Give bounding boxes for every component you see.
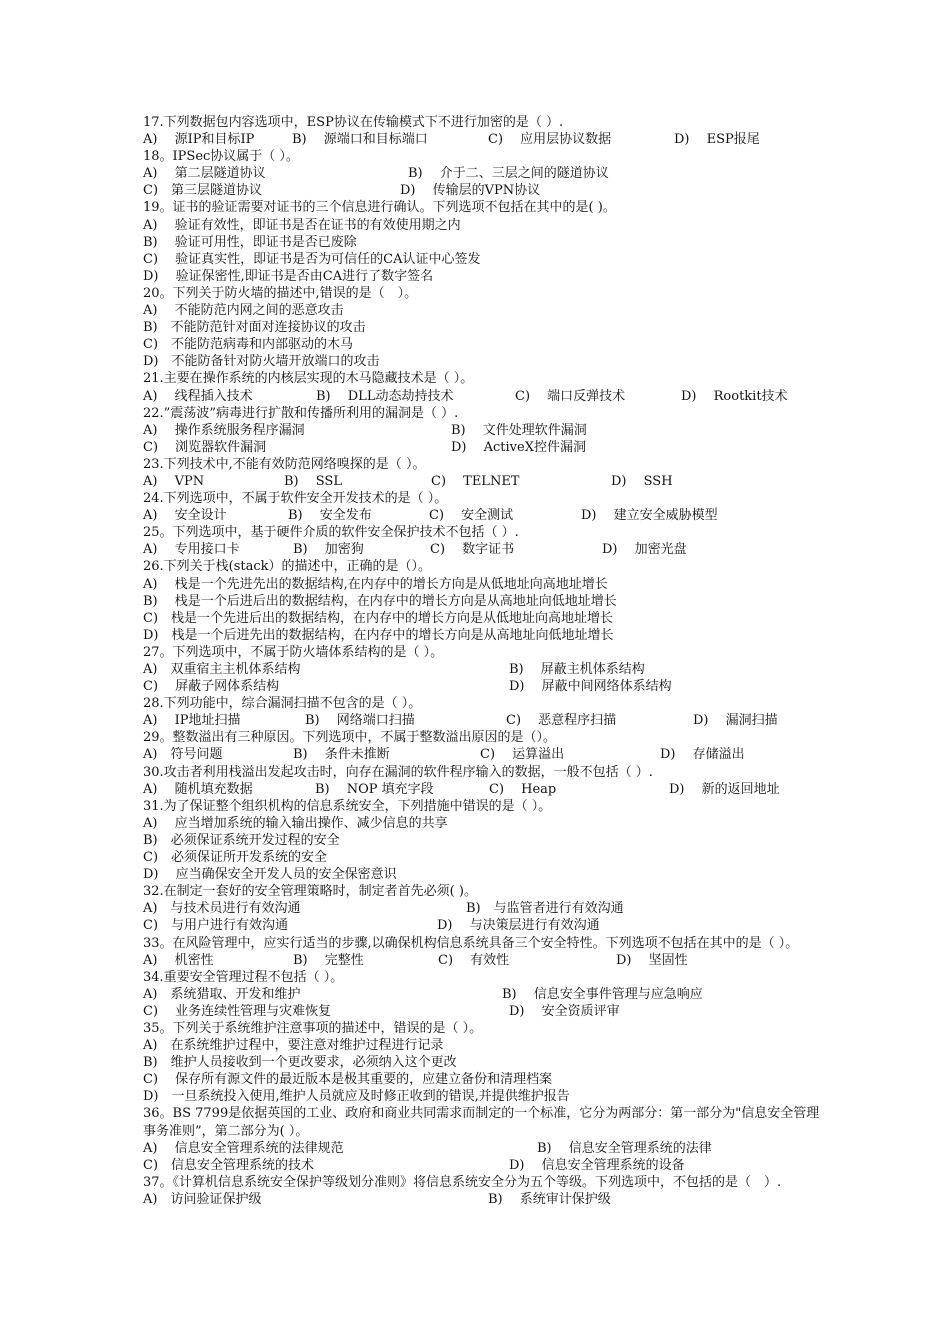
- option-b: B) 加密狗: [293, 542, 364, 558]
- option-b: B) 条件未推断: [293, 747, 390, 763]
- option-c: C) 信息安全管理系统的技术: [143, 1157, 315, 1173]
- option-row: [143, 900, 823, 917]
- option-row: [143, 712, 823, 729]
- option-b: B) 介于二、三层之间的隧道协议: [408, 166, 609, 182]
- option-d: D) 传输层的VPN协议: [400, 183, 541, 199]
- question-stem: 29。整数溢出有三种原因。下列选项中，不属于整数溢出原因的是（）。: [143, 730, 557, 746]
- option-d: D) 加密光盘: [602, 542, 687, 558]
- question-stem: 30.攻击者利用栈溢出发起攻击时，向存在漏洞的软件程序输入的数据，一般不包括（ ）.: [143, 764, 653, 780]
- option-c: C) 第三层隧道协议: [143, 183, 263, 199]
- option-d: D) ActiveX控件漏洞: [451, 439, 586, 455]
- question-stem: 19。证书的验证需要对证书的三个信息进行确认。下列选项不包括在其中的是( )。: [143, 200, 616, 216]
- option-d: D) 存储溢出: [660, 747, 745, 763]
- question-stem: 36。BS 7799是依据英国的工业、政府和商业共同需求而制定的一个标准，它分为两部分：第一部分为"信息安全管理事务准则”，第二部分为( ）。: [143, 1106, 820, 1139]
- option-b: B) SSL: [284, 473, 342, 489]
- option-a: A) 安全设计: [143, 508, 227, 524]
- option-d: D) 栈是一个后进先出的数据结构，在内存中的增长方向是从高地址向低地址增长: [143, 627, 614, 643]
- option-b: B) NOP 填充字段: [315, 781, 434, 797]
- option-row: [143, 388, 823, 405]
- option-b: B) 信息安全事件管理与应急响应: [502, 986, 703, 1002]
- question-stem: 23.下列技术中,不能有效防范网络嗅探的是（ ）。: [143, 456, 426, 472]
- option-c: C) Heap: [489, 781, 557, 797]
- option-c: C) 数字证书: [430, 542, 515, 558]
- question-stem: 20。下列关于防火墙的描述中,错误的是（ ）。: [143, 285, 418, 301]
- option-a: A) 第二层隧道协议: [143, 166, 266, 182]
- question-stem: 22.”震荡波”病毒进行扩散和传播所利用的漏洞是（ ）.: [143, 405, 459, 421]
- option-a: A) 双重宿主主机体系结构: [143, 662, 301, 677]
- option-row: [143, 439, 823, 456]
- option-row: [143, 541, 823, 558]
- option-b: B) 不能防范针对面对连接协议的攻击: [143, 320, 366, 336]
- option-row: [143, 986, 823, 1003]
- option-d: D) 安全资质评审: [509, 1003, 620, 1019]
- option-c: C) 业务连续性管理与灾难恢复: [143, 1003, 332, 1019]
- option-row: [143, 1003, 823, 1020]
- option-c: C) 保存所有源文件的最近版本是极其重要的，应建立备份和清理档案: [143, 1072, 553, 1088]
- option-d: D) 屏蔽中间网络体系结构: [509, 679, 672, 695]
- question-stem: 35。下列关于系统维护注意事项的描述中，错误的是（ ）。: [143, 1020, 483, 1036]
- option-d: D) 与决策层进行有效沟通: [437, 918, 600, 934]
- question-stem: 31.为了保证整个组织机构的信息系统安全，下列措施中错误的是（ ）。: [143, 798, 552, 814]
- question-stem: 27。下列选项中，不属于防火墙体系结构的是（ ）。: [143, 644, 444, 660]
- option-row: [143, 952, 823, 969]
- option-a: A) 随机填充数据: [143, 781, 253, 797]
- option-a: A) 验证有效性，即证书是否在证书的有效使用期之内: [143, 217, 461, 233]
- option-b: B) 网络端口扫描: [305, 713, 415, 729]
- option-a: A) 专用接口卡: [143, 542, 240, 558]
- option-a: A) 与技术员进行有效沟通: [143, 901, 301, 917]
- option-d: D) 建立安全威胁模型: [581, 508, 718, 524]
- option-a: A) VPN: [143, 473, 205, 489]
- option-a: A) 源IP和目标IP: [143, 132, 255, 148]
- option-a: A) 符号问题: [143, 747, 223, 763]
- question-stem: 25。下列选项中，基于硬件介质的软件安全保护技术不包括（ ）.: [143, 525, 519, 541]
- option-c: C) 运算溢出: [480, 747, 565, 763]
- option-row: [143, 661, 823, 678]
- option-b: B) 安全发布: [288, 508, 372, 524]
- option-row: [143, 1140, 823, 1157]
- option-a: A) IP地址扫描: [143, 713, 241, 729]
- option-b: B) 维护人员接收到一个更改要求，必须纳入这个更改: [143, 1055, 457, 1071]
- option-d: D) Rootkit技术: [681, 388, 788, 404]
- option-row: [143, 781, 823, 798]
- option-c: C) TELNET: [431, 473, 520, 489]
- option-row: [143, 165, 823, 182]
- option-a: A) 栈是一个先进先出的数据结构,在内存中的增长方向是从低地址向高地址增长: [143, 576, 608, 592]
- option-a: A) 机密性: [143, 952, 214, 968]
- option-row: [143, 1191, 823, 1208]
- question-stem: 26.下列关于栈(stack）的描述中，正确的是（）。: [143, 559, 432, 575]
- question-stem: 17.下列数据包内容选项中，ESP协议在传输模式下不进行加密的是（ ）.: [143, 115, 564, 130]
- option-row: [143, 1157, 823, 1174]
- option-d: D) 坚固性: [616, 952, 688, 968]
- option-c: C) 屏蔽子网体系结构: [143, 679, 280, 695]
- question-stem: 18。IPSec协议属于（ ）。: [143, 149, 299, 165]
- option-b: B) 与监管者进行有效沟通: [466, 901, 624, 917]
- option-c: C) 必须保证所开发系统的安全: [143, 850, 328, 866]
- option-a: A) 不能防范内网之间的恶意攻击: [143, 303, 344, 319]
- option-b: B) 屏蔽主机体系结构: [509, 662, 645, 677]
- option-d: D) 漏洞扫描: [693, 713, 778, 729]
- option-b: B) DLL动态劫持技术: [316, 388, 454, 404]
- option-row: [143, 182, 823, 199]
- option-b: B) 文件处理软件漏洞: [451, 422, 587, 438]
- option-d: D) 不能防备针对防火墙开放端口的攻击: [143, 354, 380, 370]
- option-d: D) 验证保密性,即证书是否由CA进行了数字签名: [143, 268, 434, 284]
- question-stem: 28.下列功能中，综合漏洞扫描不包含的是（ ）。: [143, 696, 422, 712]
- option-c: C) 验证真实性，即证书是否为可信任的CA认证中心签发: [143, 251, 481, 267]
- option-d: D) ESP报尾: [674, 132, 760, 148]
- option-b: B) 必须保证系统开发过程的安全: [143, 832, 340, 848]
- option-d: D) 应当确保安全开发人员的安全保密意识: [143, 867, 397, 883]
- option-row: [143, 917, 823, 934]
- option-c: C) 应用层协议数据: [488, 132, 612, 148]
- question-stem: 34.重要安全管理过程不包括（ ）。: [143, 969, 344, 985]
- question-stem: 33。在风险管理中，应实行适当的步骤,以确保机构信息系统具备三个安全特性。下列选项不包括在其中的是（ ）。: [143, 935, 799, 951]
- option-b: B) 栈是一个后进后出的数据结构，在内存中的增长方向是从高地址向低地址增长: [143, 593, 617, 609]
- option-d: D) 一旦系统投入使用,维护人员就应及时修正收到的错误,并提供维护报告: [143, 1089, 570, 1105]
- option-b: B) 完整性: [293, 952, 364, 968]
- option-b: B) 验证可用性，即证书是否已废除: [143, 234, 357, 250]
- option-a: A) 操作系统服务程序漏洞: [143, 422, 305, 438]
- option-c: C) 浏览器软件漏洞: [143, 439, 267, 455]
- option-c: C) 安全测试: [429, 508, 514, 524]
- option-c: C) 不能防范病毒和内部驱动的木马: [143, 337, 354, 353]
- option-b: B) 系统审计保护级: [488, 1191, 611, 1207]
- option-b: B) 信息安全管理系统的法律: [537, 1140, 712, 1156]
- option-row: [143, 507, 823, 524]
- option-d: D) SSH: [611, 473, 673, 489]
- option-a: A) 线程插入技术: [143, 388, 253, 404]
- option-row: [143, 746, 823, 763]
- option-a: A) 应当增加系统的输入输出操作、减少信息的共享: [143, 815, 448, 831]
- option-row: [143, 131, 823, 148]
- option-c: C) 恶意程序扫描: [506, 713, 617, 729]
- option-a: A) 系统猎取、开发和维护: [143, 986, 301, 1002]
- option-row: [143, 678, 823, 695]
- option-row: [143, 422, 823, 439]
- option-a: A) 访问验证保护级: [143, 1191, 262, 1207]
- option-c: C) 有效性: [438, 952, 510, 968]
- question-stem: 32.在制定一套好的安全管理策略时，制定者首先必须( )。: [143, 884, 477, 900]
- question-stem: 21.主要在操作系统的内核层实现的木马隐藏技术是（ ）。: [143, 371, 474, 387]
- option-d: D) 新的返回地址: [669, 781, 780, 797]
- option-d: D) 信息安全管理系统的设备: [509, 1157, 685, 1173]
- question-stem: 24.下列选项中，不属于软件安全开发技术的是（ ）。: [143, 491, 448, 507]
- option-row: [143, 473, 823, 490]
- option-c: C) 端口反弹技术: [515, 388, 626, 404]
- option-b: B) 源端口和目标端口: [292, 132, 428, 148]
- option-a: A) 在系统维护过程中，要注意对维护过程进行记录: [143, 1038, 444, 1054]
- option-c: C) 栈是一个先进后出的数据结构，在内存中的增长方向是从低地址向高地址增长: [143, 610, 614, 626]
- option-a: A) 信息安全管理系统的法律规范: [143, 1140, 344, 1156]
- exam-page: [143, 114, 823, 1208]
- option-c: C) 与用户进行有效沟通: [143, 918, 289, 934]
- question-stem: 37。《计算机信息系统安全保护等级划分准则》将信息系统安全分为五个等级。下列选项中，不包括的是（ ）.: [143, 1174, 782, 1190]
